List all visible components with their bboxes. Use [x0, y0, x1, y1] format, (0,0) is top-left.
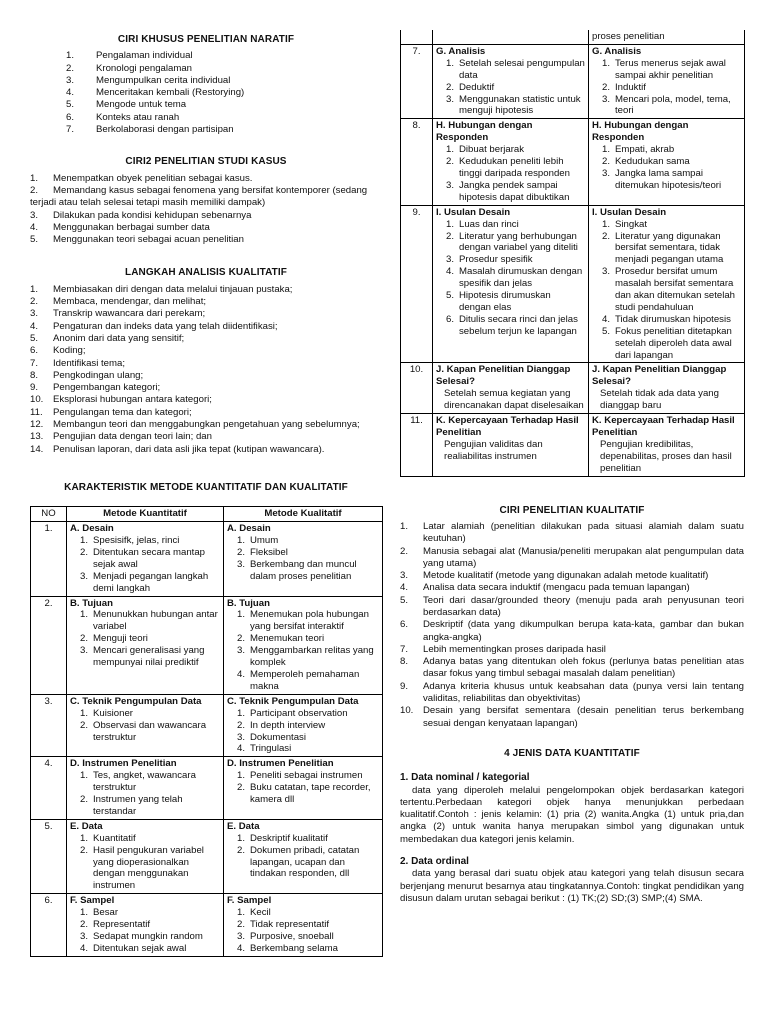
- list-item: 1. Setelah selesai pengumpulan data: [446, 57, 585, 81]
- list-item: 7. Identifikasi tema;: [30, 357, 125, 369]
- list-item: 2. Kedudukan sama: [602, 156, 690, 168]
- header-kualitatif: Metode Kualitatif: [224, 507, 383, 522]
- list-item: 9. Adanya kriteria khusus untuk keabsahan data (punya versi lain tentang validitas, reliabilitas dan obyektivitas): [400, 680, 744, 705]
- list-item: 4. Menggunakan berbagai sumber data: [30, 221, 210, 233]
- list-item: 3. Mencari pola, model, tema, teori: [602, 93, 731, 117]
- list-item: 5. Teori dari dasar/grounded theory (menuju pada arah penyusunan teori berdasarkan data): [400, 594, 744, 618]
- header-no: NO: [31, 507, 67, 522]
- kuan-heading: J. Kapan Penelitian Dianggap Selesai?: [436, 364, 571, 388]
- list-item: 4. Menceritakan kembali (Restorying): [66, 87, 245, 99]
- list-item: 3. Prosedur spesifik: [446, 254, 533, 266]
- kuan-text: Setelah semua kegiatan yang direncanakan dapat diselesaikan: [444, 388, 584, 412]
- list-item: 2. Deduktif: [446, 81, 495, 93]
- list-item: 2. Manusia sebagai alat (Manusia/peneliti merupakan alat pengumpulan data yang utama): [400, 545, 744, 569]
- list-item: 4. Berkembang selama: [237, 942, 338, 954]
- kual-heading: D. Instrumen Penelitian: [227, 758, 334, 770]
- kuan-heading: C. Teknik Pengumpulan Data: [70, 695, 202, 707]
- table-cell: [589, 44, 745, 118]
- list-item: 6. Koding;: [30, 345, 86, 357]
- list-item: 2. Fleksibel: [237, 546, 288, 558]
- list-item: 1. Terus menerus sejak awal sampai akhir penelitian: [602, 57, 726, 81]
- table-cell: [67, 757, 224, 820]
- table-row: [401, 30, 745, 44]
- list-item: 6. Ditulis secara rinci dan jelas sebelum terjun ke lapangan: [446, 313, 578, 337]
- list-item: 2. Kedudukan peneliti lebih tinggi daripada responden: [446, 156, 570, 179]
- list-item: 4. Pengaturan dan indeks data yang telah diidentifikasi;: [30, 320, 278, 332]
- kuan-heading: B. Tujuan: [70, 597, 113, 609]
- table-cell: [224, 522, 383, 596]
- list-item: 1. Spesisifk, jelas, rinci: [80, 535, 180, 547]
- table-row: [31, 819, 383, 893]
- list-item: 3. Mengumpulkan cerita individual: [66, 74, 231, 86]
- list-item: 1. Umum: [237, 535, 279, 547]
- kuan-heading: E. Data: [70, 820, 103, 832]
- list-item: 5. Mengode untuk tema: [66, 99, 187, 111]
- table-row: [31, 894, 383, 957]
- list-item: 5. Menggunakan teori sebagai acuan penelitian: [30, 234, 244, 246]
- table-row: [401, 119, 745, 205]
- list-item: 3. Jangka lama sampai ditemukan hipotesis/teori: [602, 167, 722, 191]
- sub-list: [237, 708, 379, 756]
- list-item: 3. Menggambarkan relitas yang komplek: [237, 645, 374, 669]
- sub-list: [237, 770, 379, 806]
- sub-list: [80, 708, 220, 744]
- sub-list: [80, 535, 220, 595]
- sub-list: [237, 833, 379, 881]
- list-item: 2. Membaca, mendengar, dan melihat;: [30, 296, 207, 308]
- list-item: 4. Memperoleh pemahaman makna: [237, 668, 360, 692]
- table-row: [31, 694, 383, 757]
- row-number: 5.: [31, 819, 67, 893]
- kual-heading: B. Tujuan: [227, 597, 270, 609]
- karakteristik-table: [30, 506, 383, 957]
- kual-heading: I. Usulan Desain: [592, 206, 667, 218]
- list-item: 5. Fokus penelitian ditetapkan setelah diperoleh data awal dari lapangan: [602, 325, 732, 361]
- ciri-list: [400, 521, 744, 730]
- table-cell: [224, 596, 383, 694]
- sub-list: [446, 144, 585, 204]
- sub-list: [80, 907, 220, 955]
- list-item: 2. Observasi dan wawancara terstruktur: [80, 719, 207, 743]
- row-number: 7.: [401, 44, 433, 118]
- list-item: 5. Anonim dari data yang sensitif;: [30, 332, 185, 344]
- sub-list: [80, 833, 220, 893]
- langkah-list: [30, 284, 382, 456]
- jenis-title: 4 JENIS DATA KUANTITATIF: [504, 747, 640, 759]
- list-item: 2. Literatur yang digunakan bersifat sementara, tidak menjadi pegangan utama: [602, 230, 724, 266]
- list-item: 13. Pengujian data dengan teori lain; dan: [30, 431, 212, 443]
- karakteristik-table-continued: [400, 30, 745, 477]
- kuan-heading: F. Sampel: [70, 895, 115, 907]
- table-cell: proses penelitian: [589, 30, 745, 44]
- kuan-heading: I. Usulan Desain: [436, 206, 511, 218]
- kuan-heading: K. Kepercayaan Terhadap Hasil Penelitian: [436, 415, 579, 438]
- list-item: 1. Pengalaman individual: [66, 50, 193, 62]
- sub-list: [237, 535, 379, 583]
- list-item: 3. Berkembang dan muncul dalam proses penelitian: [237, 558, 357, 582]
- table-cell: [589, 119, 745, 205]
- list-item: 1. Latar alamiah (penelitian dilakukan pada situasi alamiah dalam suatu keutuhan): [400, 520, 744, 545]
- row-number: 11.: [401, 414, 433, 477]
- list-item: 9. Pengembangan kategori;: [30, 382, 161, 394]
- langkah-title: LANGKAH ANALISIS KUALITATIF: [125, 267, 287, 279]
- kasus-title: CIRI2 PENELITIAN STUDI KASUS: [125, 156, 287, 168]
- kual-heading: G. Analisis: [592, 45, 642, 57]
- jenis-section-2-title: 2. Data ordinal: [400, 856, 469, 868]
- table-row: [401, 414, 745, 477]
- sub-list: [446, 219, 585, 338]
- table-header-row: [31, 507, 383, 522]
- list-item: 3. Purposive, snoeball: [237, 931, 334, 943]
- row-number: 2.: [31, 596, 67, 694]
- list-item: 1. Singkat: [602, 218, 647, 230]
- kual-heading: C. Teknik Pengumpulan Data: [227, 695, 359, 707]
- kuan-heading: G. Analisis: [436, 45, 486, 57]
- table-row: [401, 205, 745, 363]
- list-item: 11. Pengulangan tema dan kategori;: [30, 406, 192, 418]
- right-column: [400, 0, 744, 905]
- left-column: [30, 0, 382, 957]
- list-item: 2. Ditentukan secara mantap sejak awal: [80, 546, 205, 570]
- list-item: 4. Tidak dirumuskan hipotesis: [602, 313, 731, 325]
- table-cell: [67, 894, 224, 957]
- list-item: 4. Analisa data secara induktif (mengacu pada temuan lapangan): [400, 582, 690, 594]
- table-row: [31, 596, 383, 694]
- list-item: 1. Menempatkan obyek penelitian sebagai kasus.: [30, 172, 253, 184]
- list-item: 7. Lebih mementingkan proses daripada hasil: [400, 643, 606, 655]
- list-item: 6. Deskriptif (data yang dikumpulkan berupa kata-kata, gambar dan bukan angka-angka): [400, 619, 744, 643]
- kuan-text: Pengujian validitas dan realiabilitas instrumen: [444, 438, 543, 462]
- list-item: 5. Hipotesis dirumuskan dengan elas: [446, 290, 551, 313]
- list-item: 2. Kronologi pengalaman: [66, 62, 193, 74]
- table-cell: [589, 205, 745, 363]
- list-item: 8. Pengkodingan ulang;: [30, 369, 144, 381]
- list-item: 2. Menemukan teori: [237, 633, 325, 645]
- kual-heading: E. Data: [227, 820, 260, 832]
- table-cell: [589, 414, 745, 477]
- kuan-heading: A. Desain: [70, 523, 114, 535]
- list-item: 10. Eksplorasi hubungan antara kategori;: [30, 394, 212, 406]
- list-item: 4. Masalah dirumuskan dengan spesifik dan jelas: [446, 266, 583, 290]
- list-item: 8. Adanya batas yang ditentukan oleh fokus (perlunya batas penelitian atas dasar fokus yang timbul sebagai masalah dalam penelitian): [400, 656, 744, 680]
- kual-heading: H. Hubungan dengan Responden: [592, 120, 689, 144]
- list-item: 3. Transkrip wawancara dari perekam;: [30, 308, 206, 320]
- table-cell: [67, 694, 224, 757]
- list-item: 12. Membangun teori dan menggabungkan pengetahuan yang sebelumnya;: [30, 419, 360, 431]
- table-row: [401, 44, 745, 118]
- list-item: 2. Induktif: [602, 81, 646, 93]
- list-item: 10. Desain yang bersifat sementara (desain penelitian terus berkembang sesuai dengan kenyataan lapangan): [400, 705, 744, 729]
- row-number: 8.: [401, 119, 433, 205]
- list-item: 1. Membiasakan diri dengan data melalui tinjauan pustaka;: [30, 283, 293, 295]
- list-item: 3. Dilakukan pada kondisi kehidupan sebenarnya: [30, 209, 252, 221]
- naratif-title: CIRI KHUSUS PENELITIAN NARATIF: [117, 34, 295, 45]
- sub-list: [446, 58, 585, 118]
- list-item: 1. Kecil: [237, 907, 271, 919]
- table-cell: [224, 894, 383, 957]
- list-item: 1. Peneliti sebagai instrumen: [237, 770, 363, 782]
- kual-heading: F. Sampel: [227, 895, 272, 907]
- list-item: 1. Kuisioner: [80, 707, 133, 719]
- table-cell: [433, 205, 589, 363]
- list-item: 3. Sedapat mungkin random: [80, 931, 203, 943]
- table-cell: [224, 819, 383, 893]
- karakteristik-title: KARAKTERISTIK METODE KUANTITATIF DAN KUALITATIF: [64, 481, 348, 493]
- jenis-section-1-text: data yang diperoleh melalui pengelompokan objek berdasarkan kategori tertentu.Perbedaan kategori objek hanya menunjukkan perbedaan kualitatif.Contoh : jenis kelamin: (1) pria (2) wanita.Angka (1) untuk pria,dan angka (2) untuk wanita hanya merupakan simbol yang digunakan untuk membedakan dua kategori jenis kelamin.: [400, 784, 744, 845]
- list-item: 2. Buku catatan, tape recorder, kamera dll: [237, 782, 371, 806]
- kuan-heading: D. Instrumen Penelitian: [70, 758, 177, 770]
- row-number: 6.: [31, 894, 67, 957]
- table-cell: [224, 694, 383, 757]
- kuan-heading: H. Hubungan dengan Responden: [436, 120, 533, 144]
- row-number: 1.: [31, 522, 67, 596]
- table-cell: [67, 596, 224, 694]
- row-number: 10.: [401, 363, 433, 414]
- row-number: 4.: [31, 757, 67, 820]
- list-item: 2. Menguji teori: [80, 633, 148, 645]
- table-cell: [433, 414, 589, 477]
- list-item: 3. Mencari generalisasi yang mempunyai nilai prediktif: [80, 645, 205, 669]
- list-item: 1. Menunukkan hubungan antar variabel: [80, 609, 218, 633]
- sub-list: [80, 770, 220, 818]
- sub-list: [602, 58, 741, 118]
- kual-heading: A. Desain: [227, 523, 271, 535]
- naratif-list: [66, 50, 382, 136]
- list-item: 2. Hasil pengukuran variabel yang dioperasionalkan dengan menggunakan instrumen: [80, 844, 204, 892]
- jenis-section-2-text: data yang berasal dari suatu objek atau kategori yang telah disusun secara berjenjang menurut besarnya atau tingkatannya.Contoh: tingkat pendidikan yang disusun dalam urutan sebagai berikut : (1) TK;(2) SD;(3) SMP;(4) SMA.: [400, 868, 744, 904]
- list-item: 1. Tes, angket, wawancara terstruktur: [80, 770, 196, 794]
- kual-text: Pengujian kredibilitas, depenabilitas, proses dan hasil penelitian: [600, 438, 732, 474]
- sub-list: [237, 907, 379, 955]
- list-item: 14. Penulisan laporan, dari data asli jika tepat (kutipan wawancara).: [30, 443, 325, 455]
- list-item: 3. Prosedur bersifat umum masalah bersifat sementara dan akan ditemukan setelah studi pendahuluan: [602, 266, 736, 313]
- list-item: 2. Instrumen yang telah terstandar: [80, 794, 183, 817]
- list-item: 6. Konteks atau ranah: [66, 111, 180, 123]
- row-number: 3.: [31, 694, 67, 757]
- list-item: 7. Berkolaborasi dengan partisipan: [66, 124, 234, 136]
- list-item: 4. Tringulasi: [237, 743, 292, 755]
- sub-list: [237, 609, 379, 692]
- kual-heading: J. Kapan Penelitian Dianggap Selesai?: [592, 364, 727, 388]
- list-item: 1. Menemukan pola hubungan yang bersifat interaktif: [237, 609, 369, 633]
- list-item: 1. Dibuat berjarak: [446, 144, 525, 156]
- list-item: 2. In depth interview: [237, 719, 326, 731]
- list-item: 1. Deskriptif kualitatif: [237, 832, 328, 844]
- table-row: [401, 363, 745, 414]
- list-item: 1. Empati, akrab: [602, 144, 675, 156]
- list-item: 1. Kuantitatif: [80, 832, 136, 844]
- list-item: 3. Dokumentasi: [237, 731, 306, 743]
- table-cell: [589, 363, 745, 414]
- list-item: 1. Luas dan rinci: [446, 218, 519, 230]
- list-item: 3. Menjadi pegangan langkah demi langkah: [80, 570, 209, 594]
- jenis-section-1-title: 1. Data nominal / kategorial: [400, 772, 530, 784]
- table-row: [31, 522, 383, 596]
- table-cell: [433, 119, 589, 205]
- ciri-title: CIRI PENELITIAN KUALITATIF: [499, 504, 645, 516]
- header-kuantitatif: Metode Kuantitatif: [67, 507, 224, 522]
- sub-list: [80, 609, 220, 669]
- list-item: 1. Participant observation: [237, 707, 348, 719]
- list-item: 3. Menggunakan statistic untuk menguji hipotesis: [446, 93, 581, 117]
- sub-list: [602, 219, 741, 362]
- table-cell: [433, 363, 589, 414]
- list-item: 3. Metode kualitatif (metode yang digunakan adalah metode kualitatif): [400, 570, 709, 582]
- kasus-list: [30, 173, 382, 247]
- list-item: 2. Literatur yang berhubungan dengan variabel yang diteliti: [446, 230, 578, 254]
- list-item: 3. Jangka pendek sampai hipotesis dapat dibuktikan: [446, 179, 570, 203]
- list-item: 2. Tidak representatif: [237, 919, 330, 931]
- list-item: 2. Dokumen pribadi, catatan lapangan, ucapan dan tindakan responden, dll: [237, 844, 360, 880]
- table-cell: [433, 44, 589, 118]
- kual-text: Setelah tidak ada data yang dianggap baru: [600, 388, 719, 412]
- kual-heading: K. Kepercayaan Terhadap Hasil Penelitian: [592, 415, 735, 438]
- sub-list: [602, 144, 741, 192]
- table-cell: [67, 522, 224, 596]
- row-number: 9.: [401, 205, 433, 363]
- table-cell: [224, 757, 383, 820]
- list-item: 1. Besar: [80, 907, 119, 919]
- table-row: [31, 757, 383, 820]
- list-item: 4. Ditentukan sejak awal: [80, 942, 187, 954]
- table-cell: [67, 819, 224, 893]
- list-item: 2. Memandang kasus sebagai fenomena yang bersifat kontemporer (sedang terjadi atau telah selesai tetapi masih memiliki dampak): [30, 184, 368, 209]
- list-item: 2. Representatif: [80, 919, 151, 931]
